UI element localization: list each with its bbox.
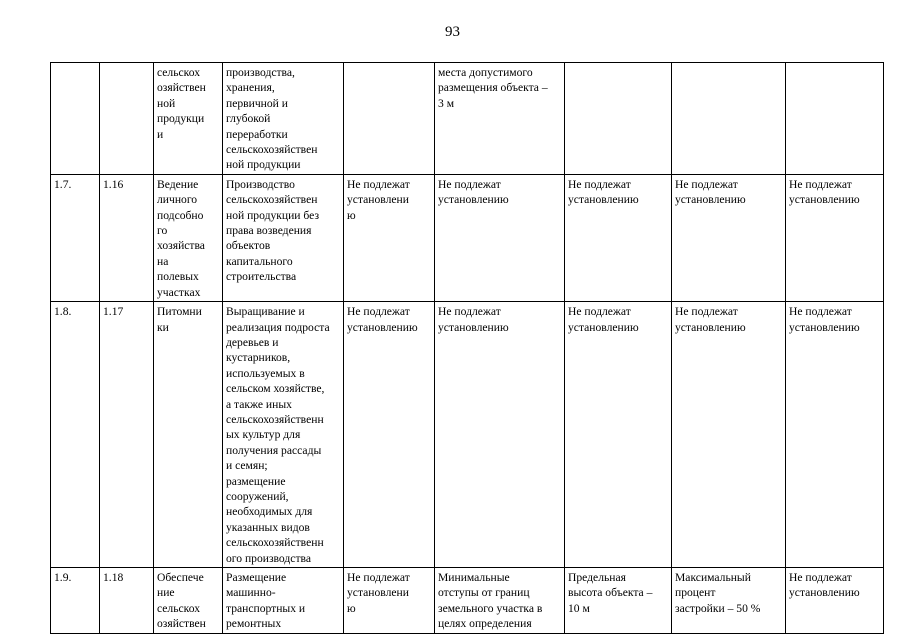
table-cell-setbacks: [435, 63, 565, 175]
cell-text-line: ние: [157, 586, 175, 600]
cell-text-line: 1.17: [103, 305, 124, 319]
cell-text-line: установлению: [568, 193, 639, 207]
cell-text-line: установлению: [347, 320, 418, 334]
table-cell-code: [100, 568, 154, 634]
cell-text-line: ого производства: [226, 551, 311, 565]
cell-text-line: Не подлежат: [675, 177, 738, 191]
cell-text-line: земельного участка в: [438, 601, 543, 615]
page-number: 93: [445, 24, 460, 40]
cell-text-line: переработки: [226, 127, 288, 141]
cell-text-line: установлени: [347, 586, 409, 600]
cell-text-line: сооружений,: [226, 489, 289, 503]
cell-text-line: на: [157, 254, 169, 268]
table-cell-description: [223, 568, 344, 634]
cell-text-line: ной: [157, 96, 176, 110]
cell-text-line: ых культур для: [226, 428, 301, 442]
cell-text-line: строительства: [226, 270, 297, 284]
cell-text-line: 1.16: [103, 177, 124, 191]
cell-text-line: машинно-: [226, 586, 276, 600]
cell-text-line: хозяйства: [157, 239, 205, 253]
requirements-table: [50, 62, 884, 634]
table-cell-other-params: [786, 302, 884, 568]
cell-text-line: установлению: [789, 193, 860, 207]
cell-text-line: 3 м: [438, 96, 455, 110]
table-cell-height-limit: [565, 63, 672, 175]
cell-text-line: установлению: [438, 320, 509, 334]
cell-text-line: и семян;: [226, 459, 268, 473]
cell-text-line: сельскох: [157, 601, 201, 615]
cell-text-line: сельскохозяйственн: [226, 536, 324, 550]
cell-text-line: сельскохозяйствен: [226, 193, 318, 207]
table-cell-code: [100, 302, 154, 568]
table-row: [51, 568, 884, 634]
cell-text-line: озяйствен: [157, 81, 206, 95]
table-cell-other-params: [786, 174, 884, 301]
cell-text-line: ю: [347, 601, 356, 615]
cell-text-line: Не подлежат: [789, 571, 852, 584]
cell-text-line: отступы от границ: [438, 586, 530, 600]
table-cell-building-coverage: [672, 302, 786, 568]
cell-text-line: деревьев и: [226, 335, 279, 349]
cell-text-line: го: [157, 224, 168, 238]
cell-text-line: реализация подроста: [226, 320, 330, 334]
cell-text-line: установлению: [438, 193, 509, 207]
cell-text-line: Не подлежат: [347, 177, 410, 191]
table-cell-setbacks: [435, 302, 565, 568]
cell-text-line: сельскох: [157, 66, 201, 79]
cell-text-line: ной продукции без: [226, 208, 320, 222]
cell-text-line: необходимых для: [226, 505, 313, 519]
table-cell-use-type: [154, 568, 223, 634]
cell-text-line: ремонтных: [226, 617, 282, 631]
cell-text-line: озяйствен: [157, 617, 206, 631]
cell-text-line: Не подлежат: [789, 177, 852, 191]
cell-text-line: сельскохозяйствен: [226, 143, 318, 157]
cell-text-line: а также иных: [226, 397, 292, 411]
table-cell-row-number: [51, 174, 100, 301]
cell-text-line: 10 м: [568, 601, 590, 615]
table-cell-description: [223, 63, 344, 175]
table-row: [51, 302, 884, 568]
cell-text-line: Не подлежат: [438, 305, 501, 319]
table-cell-lot-size: [344, 302, 435, 568]
table-cell-height-limit: [565, 568, 672, 634]
cell-text-line: объектов: [226, 239, 271, 253]
cell-text-line: места допустимого: [438, 66, 533, 79]
table-row: [51, 63, 884, 175]
cell-text-line: установлению: [675, 193, 746, 207]
cell-text-line: Минимальные: [438, 571, 510, 584]
cell-text-line: Не подлежат: [438, 177, 501, 191]
cell-text-line: размещения объекта –: [438, 81, 548, 95]
cell-text-line: полевых: [157, 270, 199, 284]
table-cell-other-params: [786, 63, 884, 175]
table-cell-description: [223, 174, 344, 301]
table-row: [51, 174, 884, 301]
cell-text-line: Не подлежат: [347, 305, 410, 319]
table-cell-use-type: [154, 302, 223, 568]
cell-text-line: ки: [157, 320, 169, 334]
table-cell-use-type: [154, 174, 223, 301]
cell-text-line: права возведения: [226, 224, 312, 238]
cell-text-line: установлению: [675, 320, 746, 334]
cell-text-line: размещение: [226, 474, 286, 488]
cell-text-line: продукци: [157, 112, 205, 126]
table-cell-building-coverage: [672, 568, 786, 634]
cell-text-line: транспортных и: [226, 601, 306, 615]
cell-text-line: Ведение: [157, 177, 199, 191]
table-cell-setbacks: [435, 174, 565, 301]
cell-text-line: получения рассады: [226, 443, 322, 457]
table-cell-lot-size: [344, 174, 435, 301]
table-cell-building-coverage: [672, 63, 786, 175]
table-cell-building-coverage: [672, 174, 786, 301]
cell-text-line: личного: [157, 193, 198, 207]
table-cell-use-type: [154, 63, 223, 175]
cell-text-line: сельском хозяйстве,: [226, 382, 325, 396]
table-cell-height-limit: [565, 302, 672, 568]
cell-text-line: Не подлежат: [568, 305, 631, 319]
cell-text-line: сельскохозяйственн: [226, 412, 324, 426]
table-cell-row-number: [51, 302, 100, 568]
cell-text-line: процент: [675, 586, 716, 600]
cell-text-line: участках: [157, 285, 201, 299]
cell-text-line: Питомни: [157, 305, 202, 319]
cell-text-line: Не подлежат: [568, 177, 631, 191]
cell-text-line: Обеспече: [157, 571, 204, 584]
table-cell-row-number: [51, 568, 100, 634]
cell-text-line: производства,: [226, 66, 295, 79]
cell-text-line: 1.7.: [54, 177, 72, 191]
table-cell-row-number: [51, 63, 100, 175]
cell-text-line: целях определения: [438, 617, 532, 631]
cell-text-line: высота объекта –: [568, 586, 653, 600]
cell-text-line: первичной и: [226, 96, 288, 110]
table-cell-other-params: [786, 568, 884, 634]
table-cell-description: [223, 302, 344, 568]
cell-text-line: застройки – 50 %: [675, 601, 761, 615]
cell-text-line: Размещение: [226, 571, 287, 584]
cell-text-line: установлению: [568, 320, 639, 334]
cell-text-line: установлению: [789, 586, 860, 600]
table-cell-height-limit: [565, 174, 672, 301]
cell-text-line: используемых в: [226, 366, 305, 380]
cell-text-line: 1.18: [103, 571, 124, 584]
cell-text-line: и: [157, 127, 164, 141]
cell-text-line: Не подлежат: [789, 305, 852, 319]
cell-text-line: установлению: [789, 320, 860, 334]
cell-text-line: Производство: [226, 177, 295, 191]
table-cell-setbacks: [435, 568, 565, 634]
cell-text-line: капитального: [226, 254, 293, 268]
cell-text-line: глубокой: [226, 112, 271, 126]
table-cell-code: [100, 63, 154, 175]
cell-text-line: указанных видов: [226, 520, 310, 534]
cell-text-line: 1.9.: [54, 571, 72, 584]
cell-text-line: подсобно: [157, 208, 204, 222]
cell-text-line: кустарников,: [226, 351, 291, 365]
cell-text-line: установлени: [347, 193, 409, 207]
cell-text-line: Не подлежат: [347, 571, 410, 584]
table-cell-lot-size: [344, 568, 435, 634]
cell-text-line: 1.8.: [54, 305, 72, 319]
cell-text-line: Предельная: [568, 571, 626, 584]
table-cell-lot-size: [344, 63, 435, 175]
cell-text-line: ной продукции: [226, 158, 301, 172]
table-cell-code: [100, 174, 154, 301]
cell-text-line: Не подлежат: [675, 305, 738, 319]
cell-text-line: ю: [347, 208, 356, 222]
cell-text-line: хранения,: [226, 81, 275, 95]
cell-text-line: Выращивание и: [226, 305, 305, 319]
cell-text-line: Максимальный: [675, 571, 751, 584]
